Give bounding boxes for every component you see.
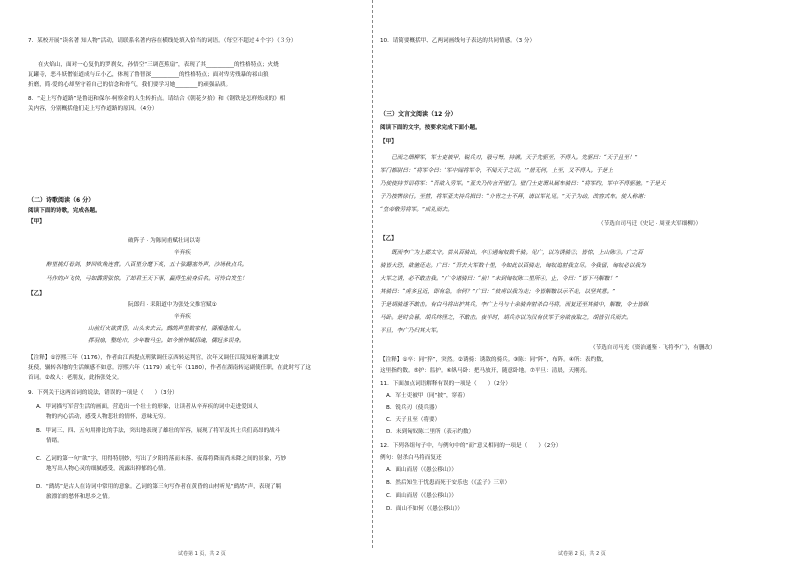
passage-yi-line-6: 马卧。是时会暮，胡兵终怪之，不敢击。夜半时，胡兵亦以为汉有伏军于旁欲夜取之，胡皆引兵而去。: [380, 315, 632, 321]
passage-jia-line-2: 军门都尉曰：“将军令曰：‘军中闻将军令，不闻天子之诏。’”居无何，上至，又不得入。于是上: [380, 168, 614, 174]
q9-option-d-1: D．“鹧鸪”是古人在诗词中常用的意象。乙词的第三句写作者在黄昏的山村听见“鹧鸪”声，表现了羁: [36, 484, 282, 490]
passage-jia-line-1: 已而之细柳军，军士吏被甲，锐兵刃，彀弓弩，持满。天子先驱至，不得入。先驱曰：“天子且至！”: [380, 155, 638, 161]
q11-option-d: D．未到匈奴陈二里所（表示约数）: [386, 429, 475, 435]
poem-note-3: 首词。②故人：老朋友，此指张处父。: [28, 375, 123, 381]
passage-jia-tag: 【甲】: [380, 139, 397, 145]
q11-option-b: B．锐兵刃（使兵器）: [386, 405, 441, 411]
passage-yi-line-5: 于是胡骑遂不敢击。有白马将出护其兵，李广上马与十余骑奔射杀白马将，而复还至其骑中，解鞍，令士皆纵: [380, 302, 649, 308]
poem-1-line-1: 醉里挑灯看剑，梦回吹角连营。八百里分麾下炙，五十弦翻塞外声，沙场秋点兵。: [46, 262, 248, 268]
q7-fill-line-2: 瓦罐寺，恶斗妖僧崔道成与丘小乙，体现了鲁智深__________的性格特点；面对卑劣残暴的祁山狼: [28, 72, 269, 78]
passage-yi-line-3: 大军之诱，必不敢击我。”广令诸骑曰：“前！”未到匈奴陈二里所④，止，令曰：“皆下马解鞍！”: [380, 276, 619, 282]
passage-note-2: 这里指约数。⑤护：监护。⑥纵马卧：把马放开，随意卧地。⑦平旦：清晨，天刚亮。: [380, 368, 591, 374]
q12-example: 例句：射杀白马将而复还: [380, 455, 442, 461]
poem-note-2: 抚使，辗转各地的生活颇感不如意。淳熙六年（1179）或七年（1180），作者在湖南转运副使任职，在此时写了这: [28, 365, 311, 371]
q12-option-a: A．面山而居（《愚公移山》）: [386, 467, 457, 473]
poem-2-line-1: 山前灯火欲黄昏，山头来去云。鹧鸪声里数家村，潇湘逢故人。: [88, 326, 245, 332]
passage-jia-line-4: 子乃按辔徐行。至营，将军亚夫持兵揖曰：“介胄之士不拜，请以军礼见。”天子为动，改容式车。使人称谢：: [380, 194, 649, 200]
q9-option-b-2: 情绪。: [46, 438, 63, 444]
poem-2-title: 阮郎归 · 耒阳道中为张处父推官赋①: [128, 302, 217, 308]
q12-option-c: C．面山而居（《愚公移山》）: [386, 493, 458, 499]
question-8-line-1: 8．“走上写作道路”是鲁迅和保尔·柯察金的人生转折点。请结合《朝花夕拾》和《钢铁是怎样炼成的》相: [28, 96, 286, 102]
poem-1-author: 辛弃疾: [174, 250, 191, 256]
poem-yi-tag: 【乙】: [28, 291, 45, 297]
question-11: 11．下面加点词语解释有误的一项是（ ）（2分）: [380, 381, 511, 387]
section-3-instructions: 阅读下面的文字，按要求完成下面小题。: [380, 125, 481, 131]
passage-yi-line-4: 其骑曰：“虏多且近，即有急，奈何？”广曰：“彼虏以我为走；今皆解鞍以示不走，以坚其意。”: [380, 289, 616, 295]
poem-jia-tag: 【甲】: [28, 219, 45, 225]
q9-option-c-1: C．乙词的第一句“欲”字，用得特别妙，写出了夕阳将落而未落、夜幕将降而尚未降之间的景象，巧妙: [36, 456, 287, 462]
passage-yi-line-1: 既而李广为上郡太守。尝从百骑出，卒①遇匈奴数千骑。见广，以为诱骑②，皆惊，上山陈③。广之百: [380, 250, 643, 256]
q7-fill-line-3: 折磨，简·爱的心却坚守着自己的信念和骨气，我们要学习她________的顽强品质。: [28, 82, 232, 88]
section-3-title: （三）文言文阅读（12 分）: [380, 111, 457, 118]
q9-option-c-2: 地写出人物心灵的细腻感受，流露出抑郁的心情。: [46, 466, 170, 472]
footer-page-left: 试卷第 1 页，共 2 页: [178, 551, 226, 557]
left-column: [28, 0, 366, 562]
poem-1-title: 破阵子 · 为陈同甫赋壮词以寄: [128, 238, 201, 244]
question-7: 7．某校开展“读名著 知人物”活动，请联系名著内容在横线处填入恰当的词语。（每空不超过４个字）（３分）: [28, 38, 297, 44]
poem-2-line-2: 挥羽扇，整纶巾，少年鞍马尘。如今憔悴赋招魂，儒冠多误身。: [88, 338, 245, 344]
question-12: 12．下列各组句子中，与例句中的“而”意义相同的一项是（ ）（2分）: [380, 443, 562, 449]
q11-option-a: A．军士吏被甲（同“披”，穿着）: [386, 393, 469, 399]
passage-yi-tag: 【乙】: [380, 236, 397, 242]
footer-page-right: 试卷第 2 页，共 2 页: [558, 551, 606, 557]
question-8-line-2: 关内容，分别概括他们走上写作道路的原因。（4分）: [28, 106, 158, 112]
passage-jia-source: （节选自司马迁《史记 · 周亚夫军细柳》）: [598, 221, 702, 227]
passage-yi-line-2: 骑皆大恐，欲驰还走。广曰：“吾去大军数十里，今如此以百骑走，匈奴追射我立尽。今我留，匈奴必以我为: [380, 263, 646, 269]
q11-option-c: C．天子且至（将要）: [386, 417, 441, 423]
q9-option-d-2: 旅漂泊的愁怀和思乡之情。: [46, 494, 114, 500]
right-column: [380, 0, 770, 562]
q9-option-a-1: A．甲词描写军营生活的画面，营造出一个壮士的形象，让读者从辛弃疾的词中走进爱国人: [36, 404, 258, 410]
q7-fill-line-1: 在火焰山，面对一心复仇的罗刹女，孙悟空“三调芭蕉扇”，表现了其__________的性格特点；火烧: [38, 62, 279, 68]
column-divider: [372, 0, 373, 548]
passage-yi-source: （节选自司马光《资治通鉴 · 飞将李广》，有删改）: [590, 345, 716, 351]
question-10: 10．请简要概括甲、乙两词画线句子表达的共同情感。（3 分）: [380, 38, 536, 44]
poem-2-author: 辛弃疾: [174, 314, 191, 320]
q9-option-a-2: 物的内心活动，感受人物悲壮的情怀，意味无穷。: [46, 414, 170, 420]
poem-note-1: 【注释】①淳熙三年（1176），作者由江西提点刑狱调任京西转运判官，次年又调任江陵知府兼湖北安: [28, 355, 280, 361]
poem-1-line-2: 马作的卢飞快，弓如霹雳弦惊。了却君王天下事，赢得生前身后名。可怜白发生！: [46, 276, 248, 282]
passage-yi-line-7: 平旦，李广乃归其大军。: [380, 328, 442, 334]
section-2-title: （二）诗歌阅读（6 分）: [28, 197, 95, 204]
question-9: 9．下列关于这两首词的说法，错误的一项是（ ）（3分）: [28, 390, 178, 396]
passage-jia-line-5: “皇帝敬劳将军。”成礼而去。: [380, 207, 453, 213]
passage-note-1: 【注释】①卒：同“猝”，突然。②诱骑：诱敌的骑兵。③陈：同“阵”，布阵。④所：表约数，: [380, 357, 608, 363]
q12-option-d: D．面山不如何（《愚公移山》）: [386, 506, 464, 512]
section-2-instructions: 阅读下面的诗歌，完成各题。: [28, 208, 101, 214]
q12-option-b: B．然后知生于忧患而死于安乐也（《孟子》三章）: [386, 480, 511, 486]
passage-jia-line-3: 乃使使持节诏将军：“吾欲入劳军。”亚夫乃传言开壁门。壁门士吏谓从属车骑曰：“将军约，军中不得驱驰。”于是天: [380, 181, 666, 187]
q9-option-b-1: B．甲词三、四、五句用排比的手法，突出地表现了雄壮的军容，展现了将军及其士兵们高昂的战斗: [36, 428, 281, 434]
